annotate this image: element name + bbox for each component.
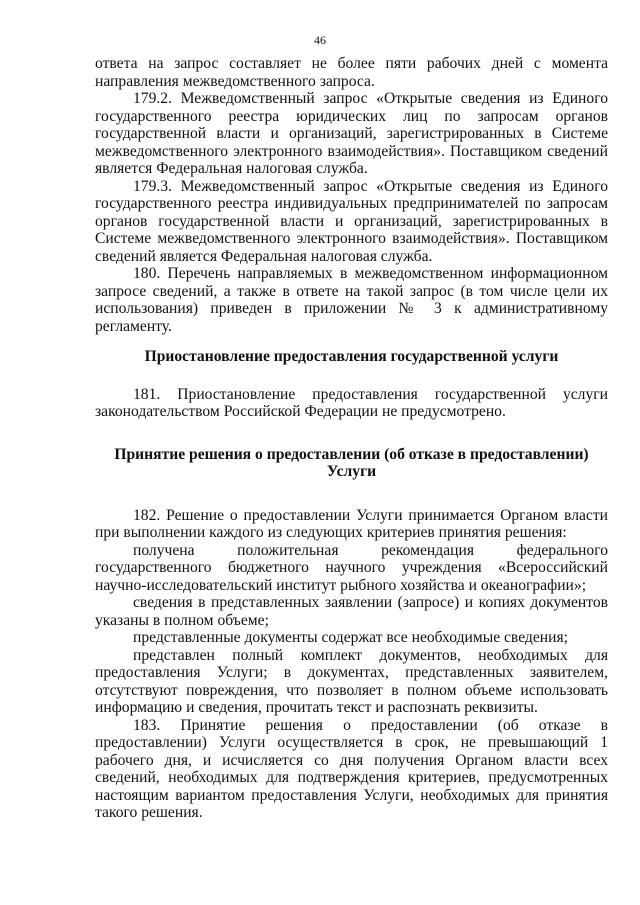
- paragraph-181: 181. Приостановление предоставления государственной услуги законодательством Российской Федерации не предусмотрено.: [95, 385, 608, 420]
- section-heading-decision: Принятие решения о предоставлении (об отказе в предоставлении) Услуги: [114, 445, 589, 480]
- criterion-complete-set: представлен полный комплект документов, необходимых для предоставления Услуги; в документах, представленных заявителем, отсутствуют повреждения, что позволяет в полном объеме использовать информацию и сведения, прочитать текст и распознать реквизиты.: [95, 646, 608, 716]
- document-body: [95, 55, 608, 822]
- paragraph-179-2: 179.2. Межведомственный запрос «Открытые сведения из Единого государственного реестра юридических лиц по запросам органов государственной власти и организаций, зарегистрированных в Системе межведомственного электронного взаимодействия». Поставщиком сведений является Федеральная налоговая служба.: [95, 90, 608, 177]
- paragraph-183: 183. Принятие решения о предоставлении (об отказе в предоставлении) Услуги осуществляется в срок, не превышающий 1 рабочего дня, и исчисляется со дня получения Органом власти всех сведений, необходимых для подтверждения критериев, предусмотренных настоящим вариантом предоставления Услуги, необходимых для принятия такого решения.: [95, 716, 608, 821]
- criterion-recommendation: получена положительная рекомендация федерального государственного бюджетного научного учреждения «Всероссийский научно-исследовательский институт рыбного хозяйства и океанографии»;: [95, 541, 608, 594]
- criterion-required-data: представленные документы содержат все необходимые сведения;: [133, 629, 568, 646]
- paragraph-continuation: ответа на запрос составляет не более пяти рабочих дней с момента направления межведомственного запроса.: [95, 55, 608, 90]
- paragraph-179-3: 179.3. Межведомственный запрос «Открытые сведения из Единого государственного реестра индивидуальных предпринимателей по запросам органов государственной власти и организаций, зарегистрированных в Системе межведомственного электронного взаимодействия». Поставщиком сведений является Федеральная налоговая служба.: [95, 177, 608, 265]
- page-number: 46: [314, 33, 326, 47]
- paragraph-182: 182. Решение о предоставлении Услуги принимается Органом власти при выполнении каждого из следующих критериев принятия решения:: [95, 506, 608, 541]
- criterion-full-info: сведения в представленных заявлении (запросе) и копиях документов указаны в полном объеме;: [95, 594, 608, 629]
- section-heading-suspension: Приостановление предоставления государственной услуги: [144, 348, 559, 365]
- paragraph-180: 180. Перечень направляемых в межведомственном информационном запросе сведений, а также в ответе на такой запрос (в том числе цели их использования) приведен в приложении № 3 к административному регламенту.: [95, 265, 608, 335]
